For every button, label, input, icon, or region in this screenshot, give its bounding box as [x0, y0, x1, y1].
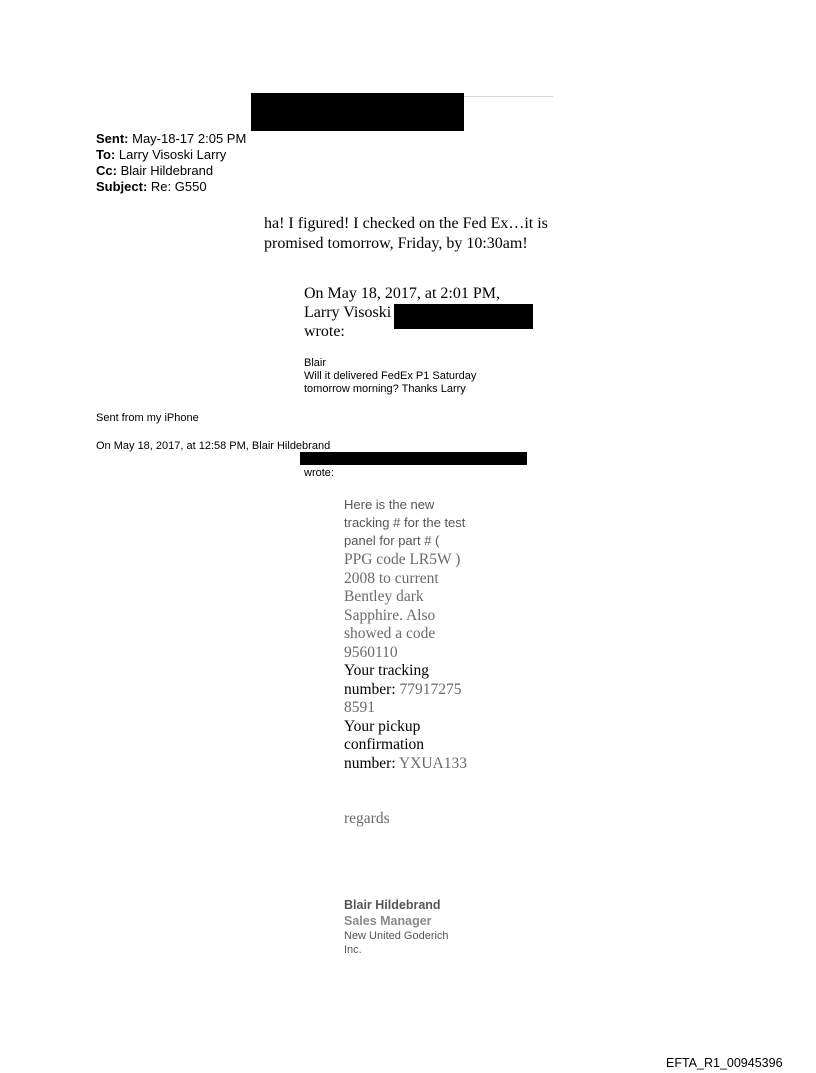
redaction-block-email-1 [394, 304, 533, 329]
to-label: To: [96, 147, 116, 162]
redaction-block-email-2 [300, 452, 527, 465]
message-line-9: 9560110 [344, 644, 398, 661]
header-to [96, 147, 226, 163]
header-subject [96, 179, 207, 195]
signature-name: Blair Hildebrand [344, 898, 441, 912]
regards: regards [344, 810, 390, 827]
pickup-line [344, 755, 467, 774]
sent-from-iphone: Sent from my iPhone [96, 412, 199, 424]
quote2-intro: On May 18, 2017, at 12:58 PM, Blair Hildebrand [96, 440, 331, 452]
message-line-1: Here is the new [344, 497, 435, 512]
pickup-number: YXUA133 [398, 755, 467, 772]
tracking-label-1: Your tracking [344, 662, 429, 679]
tracking-number-1: 77917275 [399, 681, 462, 698]
signature-title: Sales Manager [344, 914, 432, 928]
quote1-intro-line-3: wrote: [304, 323, 345, 340]
tracking-number-2: 8591 [344, 699, 375, 716]
quote1-body-line-2: Will it delivered FedEx P1 Saturday [304, 370, 477, 382]
reply-line-2: promised tomorrow, Friday, by 10:30am! [264, 235, 528, 252]
cc-label: Cc: [96, 163, 117, 178]
redaction-block-top [251, 93, 464, 131]
sent-value: May-18-17 2:05 PM [132, 131, 247, 146]
header-cc [96, 163, 213, 179]
reply-line-1: ha! I figured! I checked on the Fed Ex…it is [264, 215, 548, 232]
divider-line [464, 96, 553, 97]
pickup-label-3: number: [344, 755, 399, 772]
quote1-body-line-3: tomorrow morning? Thanks Larry [304, 383, 466, 395]
pickup-label-2: confirmation [344, 736, 425, 753]
quote1-intro-line-2: Larry Visoski [304, 304, 392, 321]
subject-value: Re: G550 [150, 179, 207, 194]
message-line-8: showed a code [344, 625, 436, 642]
signature-company-line-1: New United Goderich [344, 930, 449, 942]
quote1-intro-line-1: On May 18, 2017, at 2:01 PM, [304, 285, 500, 302]
sent-label: Sent: [96, 131, 129, 146]
to-value: Larry Visoski Larry [118, 147, 227, 162]
cc-value: Blair Hildebrand [120, 163, 214, 178]
subject-label: Subject: [96, 179, 148, 194]
quote2-wrote: wrote: [304, 467, 334, 479]
message-line-3: panel for part # ( [344, 533, 440, 548]
tracking-label-2: number: [344, 681, 400, 698]
message-line-5: 2008 to current [344, 570, 439, 587]
message-line-4: PPG code LR5W ) [344, 551, 461, 568]
message-line-7: Sapphire. Also [344, 607, 436, 624]
document-id: EFTA_R1_00945396 [666, 1056, 783, 1070]
pickup-label-1: Your pickup [344, 718, 421, 735]
tracking-line [344, 681, 462, 700]
message-line-2: tracking # for the test [344, 515, 466, 530]
signature-company-line-2: Inc. [344, 944, 362, 956]
message-line-6: Bentley dark [344, 588, 424, 605]
quote1-body-line-1: Blair [304, 357, 327, 369]
header-sent [96, 131, 246, 147]
